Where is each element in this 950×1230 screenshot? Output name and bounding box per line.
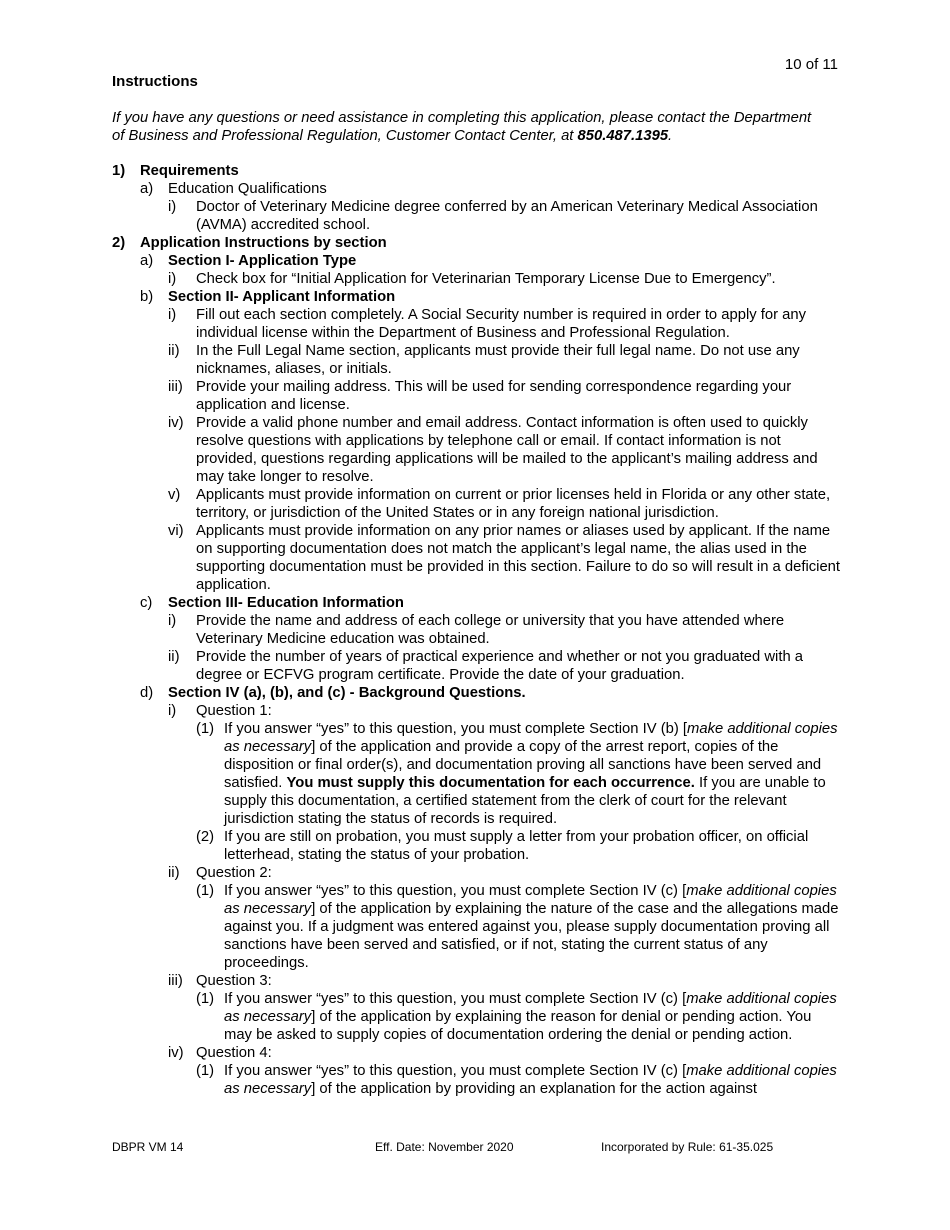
- list-item: [112, 720, 840, 828]
- item-marker: c): [140, 595, 153, 611]
- item-marker: iii): [168, 379, 183, 395]
- italic-note: make additional copies as necessary: [224, 991, 837, 1025]
- list-item: [112, 342, 840, 378]
- item-text: Provide your mailing address. This will be used for sending correspondence regarding your application and license.: [196, 379, 792, 413]
- item-text: Provide the number of years of practical experience and whether or not you graduated with a degree or ECFVG program certificate. Provide the date of your graduation.: [196, 649, 804, 683]
- page-title: Instructions: [112, 73, 198, 90]
- subsection-heading: [112, 594, 840, 612]
- subsection-title: Section II- Applicant Information: [168, 289, 396, 305]
- italic-note: make additional copies as necessary: [224, 1063, 837, 1097]
- item-marker: iii): [168, 973, 183, 989]
- item-marker: iv): [168, 415, 184, 431]
- bold-emphasis: You must supply this documentation for each occurrence.: [286, 775, 695, 791]
- item-marker: (1): [196, 991, 215, 1007]
- item-marker: v): [168, 487, 181, 503]
- item-text: [224, 1062, 840, 1098]
- item-marker: (1): [196, 883, 215, 899]
- form-number: DBPR VM 14: [112, 1140, 184, 1154]
- item-text: [224, 882, 840, 972]
- list-item: [112, 414, 840, 486]
- item-text: Education Qualifications: [168, 181, 327, 197]
- item-marker: d): [140, 685, 154, 701]
- page-number: 10 of 11: [784, 56, 838, 73]
- text-run: ] of the application by explaining the nature of the case and the allegations made against you. If a judgment was entered against you, please supply documentation proving all sanctions have been served and satisfied, or if not, stating the current status of any proceedings.: [224, 901, 839, 971]
- item-marker: a): [140, 253, 154, 269]
- section-application-instructions: [112, 234, 840, 252]
- item-marker: ii): [168, 343, 180, 359]
- item-marker: vi): [168, 523, 184, 539]
- item-text: Doctor of Veterinary Medicine degree conferred by an American Veterinary Medical Association (AVMA) accredited school.: [196, 199, 818, 233]
- subsection-heading: [112, 684, 840, 702]
- list-item: [112, 882, 840, 972]
- list-item: [112, 378, 840, 414]
- list-item: [112, 270, 840, 288]
- item-marker: ii): [168, 865, 180, 881]
- instructions-list: [112, 162, 840, 1098]
- item-marker: i): [168, 199, 177, 215]
- item-text: If you are still on probation, you must supply a letter from your probation officer, on official letterhead, stating the status of your probation.: [224, 829, 809, 863]
- text-run: ] of the application by explaining the reason for denial or pending action. You may be asked to supply copies of documentation ordering the denial or pending action.: [224, 1009, 812, 1043]
- item-text: Provide a valid phone number and email address. Contact information is often used to quickly resolve questions with applications by telephone call or email. If contact information is not provided, questions regarding applications will be mailed to the applicant’s mailing address and may take longer to resolve.: [196, 415, 818, 485]
- section-requirements: [112, 162, 840, 180]
- item-marker: i): [168, 307, 177, 323]
- italic-note: make additional copies as necessary: [224, 883, 837, 917]
- intro-text: If you have any questions or need assistance in completing this application, please contact the Department of Business and Professional Regulation, Customer Contact Center, at: [112, 110, 812, 144]
- text-run: If you answer “yes” to this question, you must complete Section IV (b) [: [224, 721, 688, 737]
- list-item: [112, 198, 840, 234]
- question-heading: [112, 972, 840, 990]
- subsection-title: Section IV (a), (b), and (c) - Background Questions.: [168, 685, 526, 701]
- subsection-title: Section I- Application Type: [168, 253, 357, 269]
- question-label: Question 1:: [196, 703, 272, 719]
- item-marker: (2): [196, 829, 215, 845]
- item-marker: ii): [168, 649, 180, 665]
- text-run: If you answer “yes” to this question, you must complete Section IV (c) [: [224, 1063, 687, 1079]
- section-number: 2): [112, 235, 126, 251]
- item-text: Check box for “Initial Application for Veterinarian Temporary License Due to Emergency”.: [196, 271, 776, 287]
- section-title: Requirements: [140, 163, 239, 179]
- item-text: In the Full Legal Name section, applicants must provide their full legal name. Do not use any nicknames, aliases, or initials.: [196, 343, 800, 377]
- list-item: [112, 648, 840, 684]
- text-run: If you answer “yes” to this question, you must complete Section IV (c) [: [224, 991, 687, 1007]
- effective-date: Eff. Date: November 2020: [375, 1140, 514, 1154]
- section-number: 1): [112, 163, 126, 179]
- text-run: ] of the application by providing an explanation for the action against: [311, 1081, 758, 1097]
- item-marker: iv): [168, 1045, 184, 1061]
- intro-paragraph: [112, 109, 812, 145]
- section-title: Application Instructions by section: [140, 235, 387, 251]
- item-text: [224, 720, 840, 828]
- list-item: [112, 990, 840, 1044]
- subsection-heading: [112, 252, 840, 270]
- item-marker: i): [168, 613, 177, 629]
- question-heading: [112, 1044, 840, 1062]
- subsection-heading: [112, 288, 840, 306]
- item-marker: (1): [196, 1063, 215, 1079]
- question-heading: [112, 864, 840, 882]
- intro-end: .: [668, 128, 673, 144]
- question-label: Question 4:: [196, 1045, 272, 1061]
- item-marker: b): [140, 289, 154, 305]
- subsection-title: Section III- Education Information: [168, 595, 404, 611]
- list-item: [112, 306, 840, 342]
- rule-reference: Incorporated by Rule: 61-35.025: [601, 1140, 774, 1154]
- item-marker: a): [140, 181, 154, 197]
- list-item: [112, 486, 840, 522]
- item-marker: i): [168, 703, 177, 719]
- question-label: Question 3:: [196, 973, 272, 989]
- item-marker: (1): [196, 721, 215, 737]
- list-item: [112, 828, 840, 864]
- text-run: If you are unable to supply this documentation, a certified statement from the clerk of court for the relevant jurisdiction stating the status of records is required.: [224, 775, 826, 827]
- text-run: If you answer “yes” to this question, you must complete Section IV (c) [: [224, 883, 687, 899]
- list-item: [112, 1062, 840, 1098]
- item-text: Provide the name and address of each college or university that you have attended where Veterinary Medicine education was obtained.: [196, 613, 785, 647]
- text-run: ] of the application and provide a copy of the arrest report, copies of the disposition or final order(s), and documentation proving all sanctions have been served and satisfied.: [224, 739, 822, 791]
- item-text: Fill out each section completely. A Social Security number is required in order to apply for any individual license within the Department of Business and Professional Regulation.: [196, 307, 806, 341]
- item-marker: i): [168, 271, 177, 287]
- item-text: [224, 990, 840, 1044]
- phone-number: 850.487.1395: [577, 128, 669, 144]
- question-heading: [112, 702, 840, 720]
- item-text: Applicants must provide information on current or prior licenses held in Florida or any other state, territory, or jurisdiction of the United States or in any foreign national jurisdiction.: [196, 487, 831, 521]
- italic-note: make additional copies as necessary: [224, 721, 838, 755]
- list-item: [112, 522, 840, 594]
- item-text: Applicants must provide information on any prior names or aliases used by applicant. If the name on supporting documentation does not match the applicant’s legal name, the alias used in the supporting documentation must be provided in this section. Failure to do so will result in a deficient application.: [196, 523, 841, 593]
- list-item: [112, 612, 840, 648]
- question-label: Question 2:: [196, 865, 272, 881]
- list-item: [112, 180, 840, 198]
